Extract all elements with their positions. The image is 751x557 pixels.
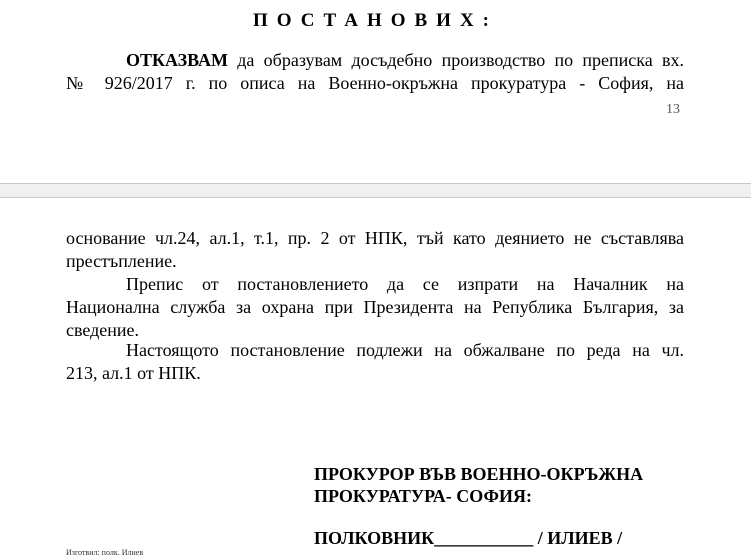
page-number: 13 <box>666 102 680 117</box>
intro-line-1 <box>66 49 684 72</box>
intro-line-2: № 926/2017 г. по описа на Военно-окръжна прокуратура - София, на <box>66 73 684 93</box>
copy-line-1: Препис от постановлението да се изпрати на Началник на <box>126 274 684 294</box>
appeal-line-2: 213, ал.1 от НПК. <box>66 363 201 383</box>
continuation-paragraph <box>66 227 684 273</box>
refuse-keyword: ОТКАЗВАМ <box>126 50 228 70</box>
appeal-line-1: Настоящото постановление подлежи на обжалване по реда на чл. <box>126 340 684 360</box>
intro-line-1-text: да образувам досъдебно производство по преписка вх. <box>227 50 684 70</box>
page-break-gap <box>0 183 751 198</box>
section-heading: ПОСТАНОВИХ: <box>252 10 499 31</box>
continuation-line-1: основание чл.24, ал.1, т.1, пр. 2 от НПК, тъй като деянието не съставлява <box>66 228 684 248</box>
prosecutor-title-line-2: ПРОКУРАТУРА- СОФИЯ: <box>314 486 532 506</box>
document-page-lower <box>0 198 751 555</box>
intro-paragraph <box>66 49 684 95</box>
signature-blank: ___________ <box>434 528 534 548</box>
signature-line <box>314 527 622 549</box>
copy-line-3: сведение. <box>66 320 140 340</box>
copy-line-2: Национална служба за охрана при Президента на Република България, за <box>66 297 684 317</box>
signature-name: / ИЛИЕВ / <box>533 528 623 548</box>
copy-paragraph <box>66 273 684 342</box>
document-page-upper <box>0 0 751 183</box>
continuation-line-2: престъпление. <box>66 251 177 271</box>
prosecutor-title-line-1: ПРОКУРОР ВЪВ ВОЕННО-ОКРЪЖНА <box>314 464 644 484</box>
prepared-by-note: Изготвил: полк. Илиев <box>66 548 144 557</box>
signature-rank: ПОЛКОВНИК <box>314 528 435 548</box>
appeal-paragraph <box>66 339 684 385</box>
